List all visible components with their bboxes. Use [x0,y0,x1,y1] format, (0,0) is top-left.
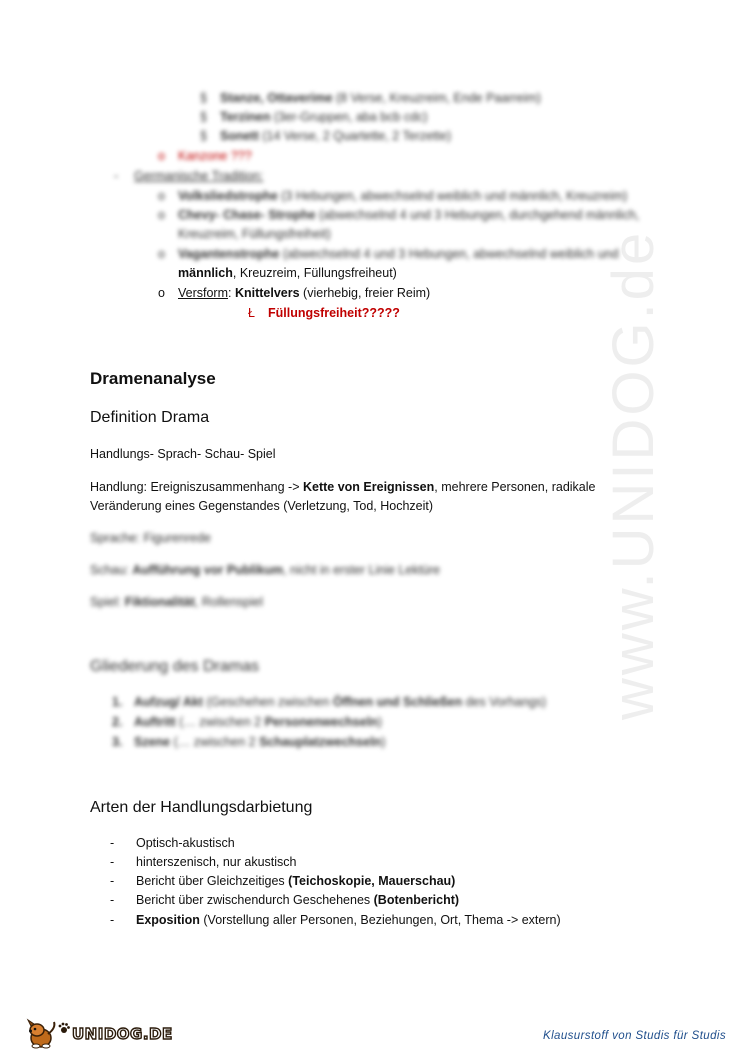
logo-text: UNIDOG.DE [72,1025,173,1043]
handlung-line-2: Veränderung eines Gegenstandes (Verletzung, Tod, Hochzeit) [90,499,434,513]
unidog-logo [24,1018,173,1050]
versform-line: o Versform: Knittelvers (vierhebig, freier Reim) [158,286,431,300]
definition-line: Handlungs- Sprach- Schau- Spiel [90,447,276,461]
arten-item: - Bericht über Gleichzeitiges (Teichoskopie, Mauerschau) [110,874,456,888]
watermark: www.UNIDOG.de [601,229,666,720]
arten-item: - Bericht über zwischendurch Geschehenes (Botenbericht) [110,893,460,907]
footer-tagline: Klausurstoff von Studis für Studis [543,1030,726,1042]
dog-mascot-icon [24,1018,58,1050]
poetry-line: o Kanzone ??? [158,149,252,163]
handlung-line: Handlung: Ereigniszusammenhang -> Kette von Ereignissen, mehrere Personen, radikale [90,480,596,494]
paw-icon [58,1022,70,1034]
gliederung-item: 1. Aufzug/ Akt (Geschehen zwischen Öffnen und Schließen des Vorhangs) [112,695,547,709]
poetry-line: § Sonett (14 Verse, 2 Quartette, 2 Terzette) [200,129,452,143]
poetry-line: § Terzinen (3er-Gruppen, aba bcb cdc) [200,110,428,124]
sprache-line: Sprache: Figurenrede [90,531,211,545]
section-heading-arten: Arten der Handlungsdarbietung [90,799,313,816]
arten-item: - Optisch-akustisch [110,836,235,850]
fuellungsfreiheit-note: Ł Füllungsfreiheit????? [248,306,400,320]
arten-item: - hinterszenisch, nur akustisch [110,855,297,869]
section-heading-gliederung: Gliederung des Dramas [90,658,259,675]
schau-line: Schau: Aufführung vor Publikum, nicht in erster Linie Lektüre [90,563,441,577]
poetry-line: o Chevy- Chase- Strophe (abwechselnd 4 und 3 Hebungen, durchgehend männlich, [158,208,640,222]
poetry-line: - Germanische Tradition: [114,169,264,183]
poetry-line: Kreuzreim, Füllungsfreiheit) [178,227,331,241]
poetry-line: o Volksliedstrophe (3 Hebungen, abwechselnd weiblich und männlich, Kreuzreim) [158,189,628,203]
spiel-line: Spiel: Fiktionalität, Rollenspiel [90,595,263,609]
page-heading: Dramenanalyse [90,369,216,388]
gliederung-item: 3. Szene (… zwischen 2 Schauplatzwechseln) [112,735,386,749]
poetry-line-clear: männlich, Kreuzreim, Füllungsfreiheut) [178,266,397,280]
arrow-icon: Ł [248,306,255,320]
poetry-line: § Stanze, Ottaverime (8 Verse, Kreuzreim, Ende Paarreim) [200,91,541,105]
poetry-line: o Vagantenstrophe (abwechselnd 4 und 3 Hebungen, abwechselnd weiblich und [158,247,619,261]
gliederung-item: 2. Auftritt (… zwischen 2 Personenwechseln) [112,715,382,729]
section-heading-definition: Definition Drama [90,409,210,426]
arten-item: - Exposition (Vorstellung aller Personen, Beziehungen, Ort, Thema -> extern) [110,913,561,927]
